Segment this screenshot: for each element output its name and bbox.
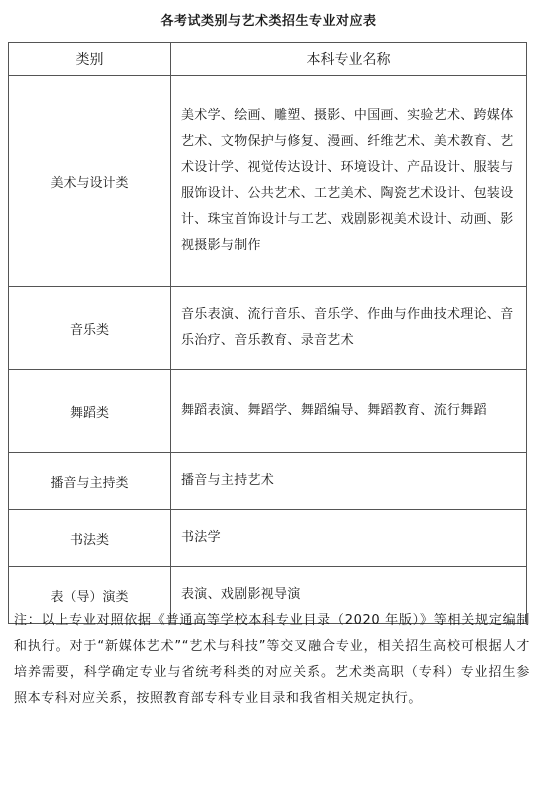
column-header-category: 类别 <box>9 43 171 76</box>
table-row <box>9 287 527 370</box>
category-cell: 播音与主持类 <box>9 453 171 510</box>
category-cell: 美术与设计类 <box>9 76 171 287</box>
majors-cell: 书法学 <box>171 510 527 567</box>
majors-cell: 舞蹈表演、舞蹈学、舞蹈编导、舞蹈教育、流行舞蹈 <box>171 370 527 453</box>
table-row <box>9 370 527 453</box>
table-row <box>9 453 527 510</box>
majors-cell: 音乐表演、流行音乐、音乐学、作曲与作曲技术理论、音乐治疗、音乐教育、录音艺术 <box>171 287 527 370</box>
majors-cell: 美术学、绘画、雕塑、摄影、中国画、实验艺术、跨媒体艺术、文物保护与修复、漫画、纤维艺术、美术教育、艺术设计学、视觉传达设计、环境设计、产品设计、服装与服饰设计、公共艺术、工艺美术、陶瓷艺术设计、包装设计、珠宝首饰设计与工艺、戏剧影视美术设计、动画、影视摄影与制作 <box>171 76 527 287</box>
category-cell: 音乐类 <box>9 287 171 370</box>
column-header-majors: 本科专业名称 <box>171 43 527 76</box>
table-row <box>9 76 527 287</box>
category-cell: 舞蹈类 <box>9 370 171 453</box>
category-cell: 书法类 <box>9 510 171 567</box>
footnote: 注：以上专业对照依据《普通高等学校本科专业目录（2020 年版）》等相关规定编制和执行。对于“新媒体艺术”“艺术与科技”等交叉融合专业，相关招生高校可根据人才培养需要，科学确定专业与省统考科类的对应关系。艺术类高职（专科）专业招生参照本专科对应关系，按照教育部专科专业目录和我省相关规定执行。 <box>14 613 530 706</box>
category-major-table <box>8 42 527 624</box>
document-title: 各考试类别与艺术类招生专业对应表 <box>160 14 377 29</box>
table-header-row <box>9 43 527 76</box>
category-cell: 表（导）演类 <box>9 567 171 624</box>
majors-cell: 播音与主持艺术 <box>171 453 527 510</box>
table-row <box>9 510 527 567</box>
majors-cell: 表演、戏剧影视导演 <box>171 567 527 624</box>
